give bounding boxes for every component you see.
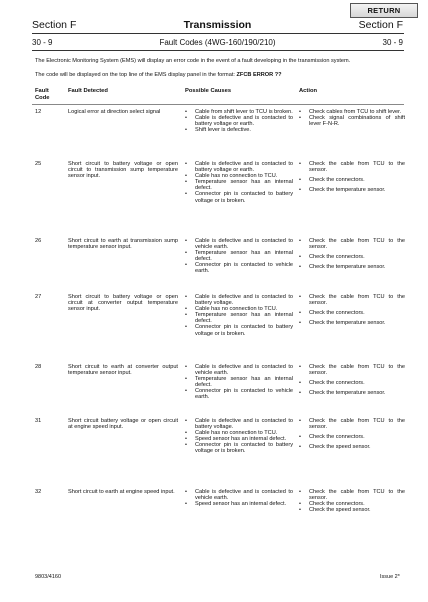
actions-list: [299, 418, 405, 450]
bullet-icon: •: [185, 173, 187, 180]
bullet-icon: •: [185, 115, 187, 122]
bullet-icon: •: [299, 390, 301, 397]
intro-paragraph-2: [35, 72, 405, 79]
action-item: [299, 418, 405, 430]
bullet-icon: •: [299, 380, 301, 387]
footer-doc-number: 9803/4160: [35, 574, 61, 580]
cause-item: [185, 388, 293, 400]
cause-item: [185, 294, 293, 306]
possible-causes-list: [185, 161, 293, 204]
column-header-action: Action: [299, 88, 318, 94]
action-text: Check the temperature sensor.: [309, 390, 386, 397]
cause-text: Speed sensor has an internal defect.: [195, 501, 287, 508]
cause-item: [185, 364, 293, 376]
fault-detected: Short circuit battery voltage or open circuit at engine speed input.: [68, 418, 178, 431]
cause-text: Temperature sensor has an internal defect.: [195, 179, 293, 192]
bullet-icon: •: [185, 501, 187, 508]
action-text: Check the connectors.: [309, 434, 365, 441]
actions-list: [299, 109, 405, 127]
cause-text: Connector pin is contacted to vehicle earth.: [195, 388, 293, 401]
action-item: [299, 380, 405, 386]
bullet-icon: •: [299, 187, 301, 194]
fault-code: 28: [35, 364, 42, 370]
page-number-left: 30 - 9: [32, 38, 53, 47]
column-header-code: Fault Code: [35, 88, 50, 101]
fault-detected: Logical error at direction select signal: [68, 109, 161, 115]
bullet-icon: •: [299, 294, 301, 300]
cause-item: [185, 191, 293, 203]
bullet-icon: •: [185, 161, 187, 167]
cause-text: Cable is defective and is contacted to vehicle earth.: [195, 364, 293, 377]
fault-detected: Short circuit to earth at transmission sump temperature sensor input.: [68, 238, 178, 251]
bullet-icon: •: [299, 264, 301, 271]
bullet-icon: •: [299, 238, 301, 244]
section-label-right: Section F: [358, 19, 403, 31]
cause-item: [185, 179, 293, 191]
bullet-icon: •: [299, 501, 301, 508]
action-text: Check the cable from TCU to the sensor.: [309, 161, 405, 174]
action-item: [299, 364, 405, 376]
action-item: [299, 320, 405, 326]
action-text: Check signal combinations of shift lever F-N-R.: [309, 115, 405, 128]
action-text: Check the temperature sensor.: [309, 187, 386, 194]
action-text: Check the cable from TCU to the sensor.: [309, 294, 405, 307]
action-text: Check cables from TCU to shift lever.: [309, 109, 402, 115]
cause-item: [185, 324, 293, 336]
possible-causes-list: [185, 418, 293, 455]
return-button[interactable]: RETURN: [350, 3, 418, 18]
bullet-icon: •: [185, 109, 187, 115]
cause-item: [185, 262, 293, 274]
fault-detected: Short circuit to battery voltage or open circuit at converter output temperature sensor input.: [68, 294, 178, 313]
cause-text: Cable is defective and is contacted to vehicle earth.: [195, 238, 293, 251]
bullet-icon: •: [299, 489, 301, 495]
bullet-icon: •: [185, 127, 187, 134]
bullet-icon: •: [185, 430, 187, 437]
cause-item: [185, 418, 293, 430]
action-item: [299, 187, 405, 193]
bullet-icon: •: [185, 324, 187, 331]
cause-item: [185, 376, 293, 388]
intro-paragraph-1: The Electronic Monitoring System (EMS) will display an error code in the event of a fault developing in the transmission system.: [35, 58, 351, 64]
action-item: [299, 507, 405, 513]
fault-detected: Short circuit to earth at engine speed input.: [68, 489, 175, 495]
action-item: [299, 294, 405, 306]
page-number-right: 30 - 9: [382, 38, 403, 47]
action-text: Check the cable from TCU to the sensor.: [309, 418, 405, 431]
bullet-icon: •: [185, 191, 187, 198]
action-text: Check the cable from TCU to the sensor.: [309, 238, 405, 251]
bullet-icon: •: [185, 306, 187, 313]
action-text: Check the connectors.: [309, 254, 365, 261]
bullet-icon: •: [299, 418, 301, 424]
possible-causes-list: [185, 109, 293, 133]
fault-code: 27: [35, 294, 42, 300]
cause-item: [185, 250, 293, 262]
cause-text: Connector pin is contacted to battery voltage or is broken.: [195, 191, 293, 204]
cause-text: Cable is defective and is contacted to battery voltage.: [195, 294, 293, 307]
bullet-icon: •: [185, 250, 187, 257]
cause-item: [185, 161, 293, 173]
action-text: Check the connectors.: [309, 380, 365, 387]
fault-code: 12: [35, 109, 42, 115]
bullet-icon: •: [299, 444, 301, 451]
bullet-icon: •: [185, 489, 187, 495]
section-label-left: Section F: [32, 19, 77, 31]
possible-causes-list: [185, 489, 293, 507]
bullet-icon: •: [185, 294, 187, 300]
column-header-fault: Fault Detected: [68, 88, 108, 94]
bullet-icon: •: [185, 364, 187, 370]
actions-list: [299, 238, 405, 270]
bullet-icon: •: [299, 177, 301, 184]
subheader-rule: [32, 50, 404, 51]
action-item: [299, 444, 405, 450]
actions-list: [299, 294, 405, 326]
fault-code: 26: [35, 238, 42, 244]
cause-text: Connector pin is contacted to battery voltage or is broken.: [195, 324, 293, 337]
cause-item: [185, 489, 293, 501]
cause-item: [185, 442, 293, 454]
table-header-rule: [32, 104, 404, 105]
action-text: Check the cable from TCU to the sensor.: [309, 364, 405, 377]
bullet-icon: •: [299, 434, 301, 441]
cause-text: Speed sensor has an internal defect.: [195, 436, 287, 443]
action-item: [299, 489, 405, 501]
action-item: [299, 115, 405, 127]
bullet-icon: •: [299, 254, 301, 261]
possible-causes-list: [185, 294, 293, 337]
footer-issue: Issue 2*: [380, 574, 400, 580]
bullet-icon: •: [299, 507, 301, 514]
action-item: [299, 434, 405, 440]
possible-causes-list: [185, 364, 293, 401]
bullet-icon: •: [185, 436, 187, 443]
fault-code: 25: [35, 161, 42, 167]
bullet-icon: •: [299, 320, 301, 327]
actions-list: [299, 364, 405, 396]
action-item: [299, 161, 405, 173]
cause-item: [185, 238, 293, 250]
bullet-icon: •: [185, 179, 187, 186]
action-text: Check the connectors.: [309, 310, 365, 317]
bullet-icon: •: [185, 262, 187, 269]
bullet-icon: •: [299, 310, 301, 317]
cause-item: [185, 312, 293, 324]
page-title: Transmission: [183, 19, 252, 31]
fault-code: 31: [35, 418, 42, 424]
cause-text: Cable is defective and is contacted to battery voltage.: [195, 418, 293, 431]
bullet-icon: •: [185, 238, 187, 244]
cause-text: Connector pin is contacted to battery voltage or is broken.: [195, 442, 293, 455]
cause-text: Temperature sensor has an internal defect.: [195, 376, 293, 389]
bullet-icon: •: [185, 418, 187, 424]
action-text: Check the connectors.: [309, 177, 365, 184]
action-text: Check the temperature sensor.: [309, 320, 386, 327]
cause-text: Temperature sensor has an internal defect.: [195, 250, 293, 263]
action-text: Check the temperature sensor.: [309, 264, 386, 271]
cause-text: Cable is defective and is contacted to battery voltage or earth.: [195, 115, 293, 128]
bullet-icon: •: [299, 161, 301, 167]
bullet-icon: •: [185, 376, 187, 383]
cause-item: [185, 115, 293, 127]
cause-text: Cable is defective and is contacted to vehicle earth.: [195, 489, 293, 502]
action-item: [299, 177, 405, 183]
action-text: Check the cable from TCU to the sensor.: [309, 489, 405, 502]
intro-error-format: ZFCB ERROR ??: [236, 72, 282, 78]
action-text: Check the speed sensor.: [309, 507, 371, 514]
column-header-causes: Possible Causes: [185, 88, 232, 94]
cause-text: Temperature sensor has an internal defect.: [195, 312, 293, 325]
action-text: Check the connectors.: [309, 501, 365, 508]
action-text: Check the speed sensor.: [309, 444, 371, 451]
actions-list: [299, 161, 405, 193]
cause-text: Cable from shift lever to TCU is broken.: [195, 109, 293, 115]
action-item: [299, 238, 405, 250]
cause-text: Cable has no connection to TCU.: [195, 306, 278, 313]
bullet-icon: •: [185, 442, 187, 449]
cause-item: [185, 127, 293, 133]
cause-item: [185, 501, 293, 507]
cause-text: Cable has no connection to TCU.: [195, 173, 278, 180]
header-rule: [32, 33, 404, 34]
bullet-icon: •: [299, 109, 301, 115]
fault-detected: Short circuit to battery voltage or open circuit to transmission sump temperature sensor input.: [68, 161, 178, 180]
page-header: [32, 19, 403, 31]
fault-code: 32: [35, 489, 42, 495]
action-item: [299, 264, 405, 270]
bullet-icon: •: [299, 115, 301, 122]
bullet-icon: •: [185, 312, 187, 319]
sub-header: [32, 38, 403, 48]
actions-list: [299, 489, 405, 513]
intro-format-text: The code will be displayed on the top line of the EMS display panel in the format:: [35, 72, 237, 78]
bullet-icon: •: [185, 388, 187, 395]
cause-text: Cable has no connection to TCU.: [195, 430, 278, 437]
action-item: [299, 390, 405, 396]
cause-text: Shift lever is defective.: [195, 127, 251, 134]
action-item: [299, 310, 405, 316]
cause-text: Connector pin is contacted to vehicle earth.: [195, 262, 293, 275]
cause-text: Cable is defective and is contacted to battery voltage or earth.: [195, 161, 293, 174]
action-item: [299, 254, 405, 260]
page-subtitle: Fault Codes (4WG-160/190/210): [159, 38, 276, 47]
possible-causes-list: [185, 238, 293, 275]
fault-detected: Short circuit to earth at converter output temperature sensor input.: [68, 364, 178, 377]
bullet-icon: •: [299, 364, 301, 370]
